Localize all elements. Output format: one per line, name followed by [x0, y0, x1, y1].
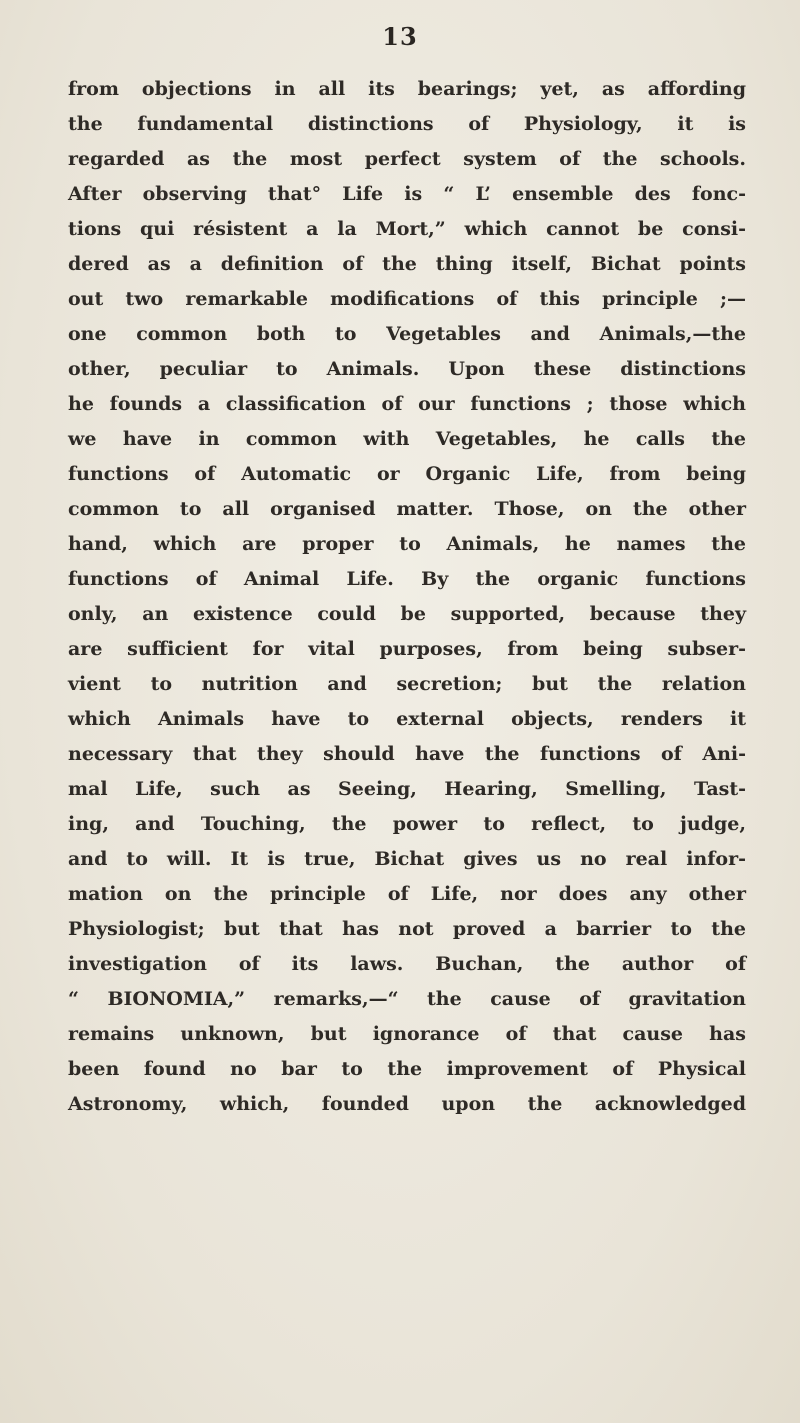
text-line: common to all organised matter. Those, on the other: [68, 498, 746, 520]
text-line: and to will. It is true, Bichat gives us no real infor-: [68, 848, 746, 870]
text-line: ing, and Touching, the power to reflect, to judge,: [68, 813, 746, 835]
text-line: Physiologist; but that has not proved a barrier to the: [68, 918, 746, 940]
text-line: investigation of its laws. Buchan, the author of: [68, 953, 746, 975]
text-line: regarded as the most perfect system of the schools.: [68, 148, 746, 170]
text-line: “ BIONOMIA,” remarks,—“ the cause of gravitation: [68, 988, 746, 1010]
text-line: remains unknown, but ignorance of that cause has: [68, 1023, 746, 1045]
text-line: are sufficient for vital purposes, from being subser-: [68, 638, 746, 660]
text-line: been found no bar to the improvement of Physical: [68, 1058, 746, 1080]
text-line: dered as a definition of the thing itself, Bichat points: [68, 253, 746, 275]
page-number: 13: [382, 22, 418, 51]
text-line: Astronomy, which, founded upon the acknowledged: [68, 1093, 746, 1115]
text-line: from objections in all its bearings; yet, as affording: [68, 78, 746, 100]
text-line: out two remarkable modifications of this principle ;—: [68, 288, 746, 310]
text-line: After observing that° Life is “ L’ ensemble des fonc-: [68, 183, 746, 205]
text-line: we have in common with Vegetables, he calls the: [68, 428, 746, 450]
text-line: functions of Animal Life. By the organic functions: [68, 568, 746, 590]
text-line: vient to nutrition and secretion; but the relation: [68, 673, 746, 695]
text-line: mal Life, such as Seeing, Hearing, Smelling, Tast-: [68, 778, 746, 800]
text-line: mation on the principle of Life, nor does any other: [68, 883, 746, 905]
text-line: hand, which are proper to Animals, he names the: [68, 533, 746, 555]
text-line: tions qui résistent a la Mort,” which cannot be consi-: [68, 218, 746, 240]
text-line: one common both to Vegetables and Animals,—the: [68, 323, 746, 345]
text-line: the fundamental distinctions of Physiology, it is: [68, 113, 746, 135]
text-line: he founds a classification of our functions ; those which: [68, 393, 746, 415]
text-line: other, peculiar to Animals. Upon these distinctions: [68, 358, 746, 380]
text-line: which Animals have to external objects, renders it: [68, 708, 746, 730]
text-line: necessary that they should have the functions of Ani-: [68, 743, 746, 765]
text-line: functions of Automatic or Organic Life, from being: [68, 463, 746, 485]
text-line: only, an existence could be supported, because they: [68, 603, 746, 625]
body-text: [68, 72, 746, 1122]
